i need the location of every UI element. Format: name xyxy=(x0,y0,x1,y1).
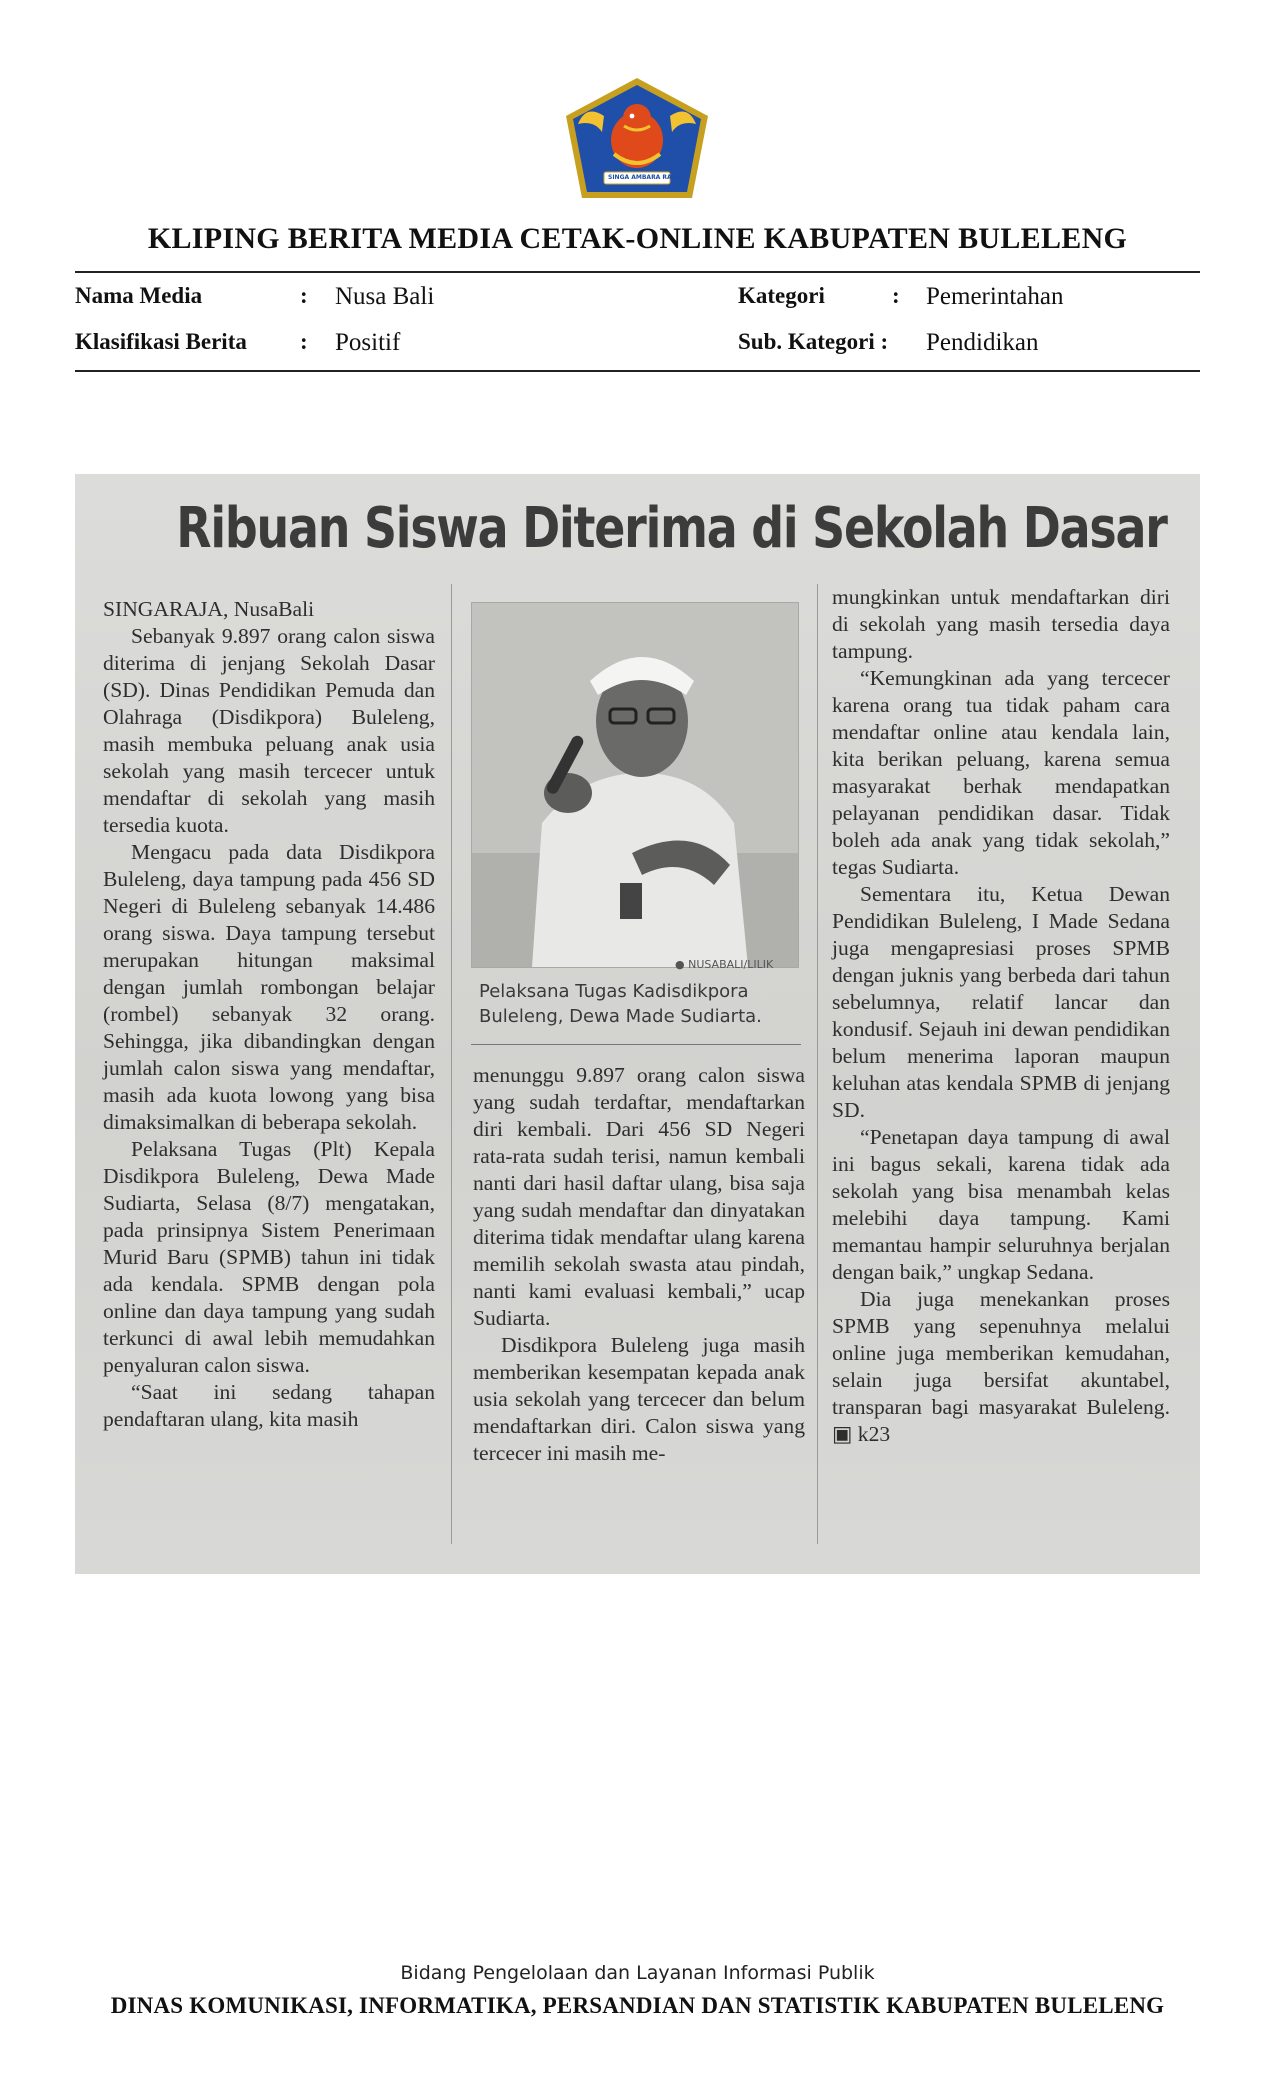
article-dateline: SINGARAJA, NusaBali xyxy=(103,597,315,621)
sub-kategori-label: Sub. Kategori : xyxy=(738,329,889,354)
kategori-colon: : xyxy=(892,283,900,308)
article-paragraph: Disdikpora Buleleng juga masih memberikan kesempatan kepada anak usia sekolah yang tercecer dan belum mendaftarkan diri. Calon siswa yang tercecer ini masih me- xyxy=(473,1333,805,1465)
logo-motto: SINGA AMBARA RAJA xyxy=(608,174,679,181)
article-headline: Ribuan Siswa Diterima di Sekolah Dasar xyxy=(176,496,1167,561)
article-column-3 xyxy=(832,584,1170,1448)
article-photo xyxy=(471,602,799,968)
article-paragraph: “Penetapan daya tampung di awal ini bagus sekali, karena tidak ada sekolah yang bisa menambah kelas melebihi daya tampung. Kami memantau hampir seluruhnya berjalan dengan baik,” ungkap Sedana. xyxy=(832,1125,1170,1284)
regency-emblem-icon xyxy=(564,76,710,200)
klasifikasi-value: Positif xyxy=(335,329,401,356)
article-paragraph: mungkinkan untuk mendaftarkan diri di sekolah yang masih tersedia daya tampung. xyxy=(832,585,1170,663)
article-paragraph: menunggu 9.897 orang calon siswa yang sudah terdaftar, mendaftarkan diri kembali. Dari 456 SD Negeri rata-rata sudah terisi, namun kembali nanti dari hasil daftar ulang, bisa saja yang sudah mendaftar dan dinyatakan diterima tidak mendaftar ulang karena memilih sekolah swasta atau pindah, nanti kami evaluasi kembali,” ucap Sudiarta. xyxy=(473,1063,805,1330)
klasifikasi-label: Klasifikasi Berita xyxy=(75,329,247,354)
klasifikasi-colon: : xyxy=(300,329,308,354)
kategori-label: Kategori xyxy=(738,283,825,308)
newspaper-clipping xyxy=(75,474,1200,1574)
header-top-rule xyxy=(75,271,1200,273)
article-column-2 xyxy=(473,1062,805,1467)
footer-division: Bidang Pengelolaan dan Layanan Informasi Publik xyxy=(400,1962,875,1984)
article-paragraph: Sebanyak 9.897 orang calon siswa diterima di jenjang Sekolah Dasar (SD). Dinas Pendidikan Pemuda dan Olahraga (Disdikpora) Buleleng, masih membuka peluang anak usia sekolah yang masih tercecer untuk mendaftar di sekolah yang masih tersedia kuota. xyxy=(103,624,435,837)
column-divider xyxy=(817,584,818,1544)
page-title: KLIPING BERITA MEDIA CETAK-ONLINE KABUPATEN BULELENG xyxy=(147,222,1128,255)
article-paragraph: Sementara itu, Ketua Dewan Pendidikan Buleleng, I Made Sedana juga mengapresiasi proses SPMB dengan juknis yang berbeda dari tahun sebelumnya, relatif lancar dan kondusif. Sejauh ini dewan pendidikan belum menerima laporan maupun keluhan atas kendala SPMB di jenjang SD. xyxy=(832,882,1170,1122)
official-speaking-photo-icon xyxy=(472,603,798,967)
header-bottom-rule xyxy=(75,370,1200,372)
kategori-value: Pemerintahan xyxy=(926,283,1064,310)
regency-logo xyxy=(564,76,710,200)
column-divider xyxy=(451,584,452,1544)
article-column-1 xyxy=(103,596,435,1433)
media-label: Nama Media xyxy=(75,283,203,308)
article-paragraph: “Kemungkinan ada yang tercecer karena orang tua tidak paham cara mendaftar online atau kendala lain, kita berikan peluang, karena semua masyarakat berhak mendapatkan pelayanan pendidikan dasar. Tidak boleh ada anak yang tidak sekolah,” tegas Sudiarta. xyxy=(832,666,1170,879)
media-value: Nusa Bali xyxy=(335,283,435,310)
media-colon: : xyxy=(300,283,308,308)
photo-credit: ● NUSABALI/LILIK xyxy=(675,958,774,971)
footer-agency: DINAS KOMUNIKASI, INFORMATIKA, PERSANDIAN DAN STATISTIK KABUPATEN BULELENG xyxy=(110,1993,1165,2018)
sub-kategori-value: Pendidikan xyxy=(926,329,1039,356)
article-paragraph: Pelaksana Tugas (Plt) Kepala Disdikpora Buleleng, Dewa Made Sudiarta, Selasa (8/7) mengatakan, pada prinsipnya Sistem Penerimaan Murid Baru (SPMB) tahun ini tidak ada kendala. SPMB dengan pola online dan daya tampung yang sudah terkunci di awal lebih memudahkan penyaluran calon siswa. xyxy=(103,1137,435,1377)
article-paragraph: Mengacu pada data Disdikpora Buleleng, daya tampung pada 456 SD Negeri di Buleleng sebanyak 14.486 orang siswa. Daya tampung tersebut merupakan hitungan maksimal dengan jumlah rombongan belajar (rombel) sebanyak 32 orang. Sehingga, jika dibandingkan dengan jumlah calon siswa yang mendaftar, masih ada kuota lowong yang bisa dimaksimalkan di beberapa sekolah. xyxy=(103,840,435,1134)
caption-rule xyxy=(471,1044,801,1045)
article-paragraph: Dia juga menekankan proses SPMB yang sepenuhnya melalui online juga memberikan kemudahan, selain juga bersifat akuntabel, transparan bagi masyarakat Buleleng. ▣ k23 xyxy=(832,1287,1170,1446)
photo-caption: Pelaksana Tugas Kadisdikpora Buleleng, Dewa Made Sudiarta. xyxy=(479,981,762,1027)
article-paragraph: “Saat ini sedang tahapan pendaftaran ulang, kita masih xyxy=(103,1380,435,1431)
